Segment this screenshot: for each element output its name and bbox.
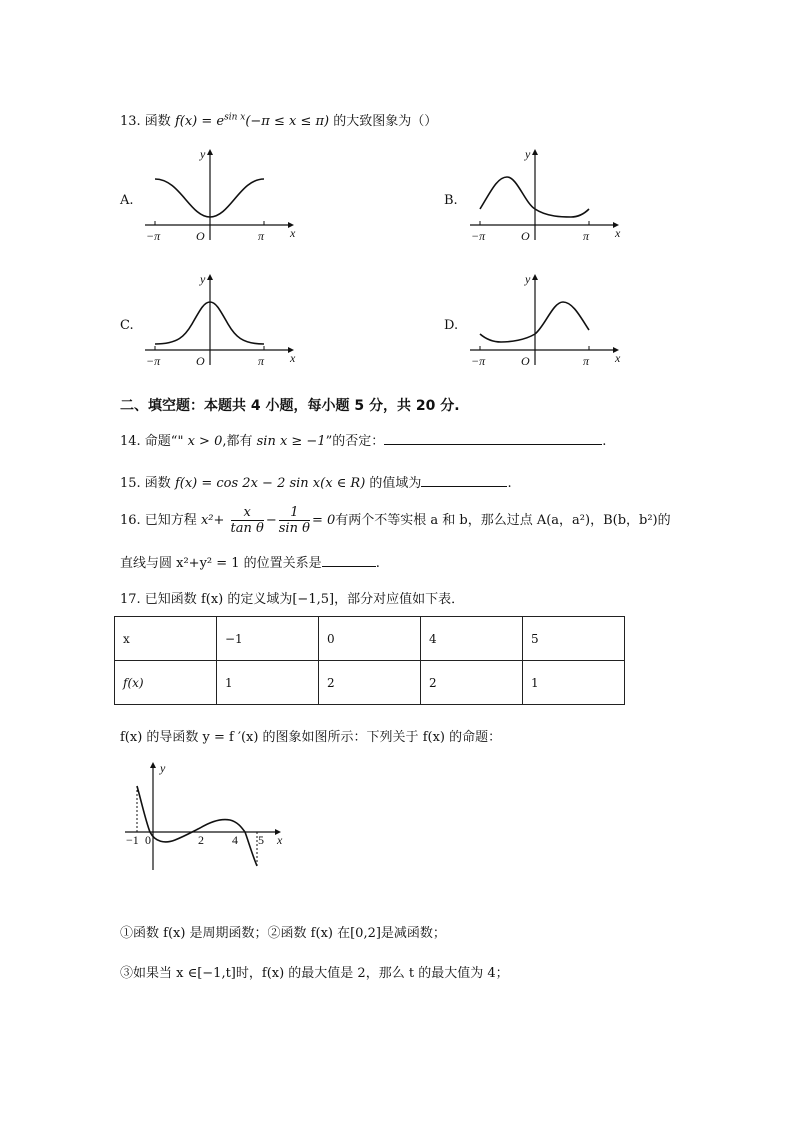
- pi-label: π: [583, 229, 590, 243]
- tick-label-two: 2: [198, 833, 204, 847]
- y-axis-arrow-icon: [532, 149, 538, 155]
- table-row-label: f(x): [115, 661, 217, 705]
- table-header-cell: x: [115, 617, 217, 661]
- x-label: x: [290, 226, 296, 240]
- table-cell: 2: [319, 661, 421, 705]
- origin-label: O: [521, 229, 530, 243]
- y-axis-arrow-icon: [532, 274, 538, 280]
- q15-stem: 15. 函数 f(x) = cos 2x − 2 sin x(x ∈ R) 的值域为 .: [120, 476, 512, 491]
- tick-label-five: 5: [258, 833, 264, 847]
- option-b-graph: [465, 145, 625, 245]
- answer-blank[interactable]: [322, 554, 376, 567]
- q16-line2: 直线与圆 x²+y² = 1 的位置关系是 .: [120, 556, 380, 571]
- y-label: y: [525, 272, 531, 286]
- table-header-cell: 5: [523, 617, 625, 661]
- origin-label: O: [521, 354, 530, 368]
- pi-label: π: [258, 229, 265, 243]
- neg-pi-label: −π: [471, 354, 486, 368]
- origin-label: O: [196, 229, 205, 243]
- y-label: y: [200, 272, 206, 286]
- neg-pi-label: −π: [471, 229, 486, 243]
- neg-pi-label: −π: [146, 354, 161, 368]
- x-label: x: [615, 351, 621, 365]
- q17-derivative-text: f(x) 的导函数 y = f ′(x) 的图象如图所示：下列关于 f(x) 的命题：: [120, 730, 502, 745]
- derivative-graph: [120, 760, 290, 875]
- tick-label-four: 4: [232, 833, 238, 847]
- neg-pi-label: −π: [146, 229, 161, 243]
- x-label: x: [277, 833, 283, 847]
- y-axis-arrow-icon: [207, 274, 213, 280]
- table-row: [115, 617, 625, 661]
- derivative-curve: [137, 786, 257, 866]
- option-d-graph: [465, 270, 625, 370]
- y-label: y: [525, 147, 531, 161]
- answer-blank[interactable]: [384, 432, 602, 445]
- x-label: x: [290, 351, 296, 365]
- x-label: x: [615, 226, 621, 240]
- option-a-label: A.: [120, 193, 134, 208]
- q17-stem: 17. 已知函数 f(x) 的定义域为[−1,5]，部分对应值如下表．: [120, 592, 465, 607]
- table-cell: 1: [217, 661, 319, 705]
- table-cell: 2: [421, 661, 523, 705]
- y-axis-arrow-icon: [150, 762, 156, 768]
- q17-propositions-1-2: ①函数 f(x) 是周期函数；②函数 f(x) 在[0,2]是减函数；: [120, 926, 446, 941]
- value-table: [114, 616, 625, 705]
- y-label: y: [200, 147, 206, 161]
- option-b-label: B.: [444, 193, 458, 208]
- option-c-label: C.: [120, 318, 134, 333]
- option-a-graph: [140, 145, 300, 245]
- section-heading: 二、填空题：本题共 4 小题，每小题 5 分，共 20 分.: [120, 398, 460, 414]
- y-label: y: [160, 761, 166, 775]
- q17-proposition-3: ③如果当 x ∈[−1,t]时，f(x) 的最大值是 2，那么 t 的最大值为 4；: [120, 966, 509, 981]
- table-header-cell: 0: [319, 617, 421, 661]
- q13-stem: 13. 函数 $f(x) = e^{sin x}(-\pi \le x \le \pi)$ 的大致图象为（）: [120, 112, 438, 129]
- table-header-cell: −1: [217, 617, 319, 661]
- tick-label-minus-one: −1: [126, 833, 139, 847]
- table-cell: 1: [523, 661, 625, 705]
- answer-blank[interactable]: [421, 474, 507, 487]
- fraction-x-tan: $\frac{x}{\text{tan θ}}$: [230, 505, 264, 536]
- option-d-label: D.: [444, 318, 459, 333]
- y-axis-arrow-icon: [207, 149, 213, 155]
- table-row: [115, 661, 625, 705]
- pi-label: π: [258, 354, 265, 368]
- q16-stem: 16. 已知方程 x²+ $\frac{x}{\text{tan θ}}$ − $\frac{1}{\text{sin θ}}$ = 0有两个不等实根 a 和 b，那么过点 A(a，a²)，B(b，b²)的: [120, 505, 671, 536]
- q14-stem: 14. 命题“" x > 0,都有 sin x ≥ −1”的否定： .: [120, 434, 607, 449]
- table-header-cell: 4: [421, 617, 523, 661]
- option-c-graph: [140, 270, 300, 370]
- origin-label: O: [196, 354, 205, 368]
- fraction-1-sin: $\frac{1}{\text{sin θ}}$: [278, 505, 310, 536]
- tick-label-zero: 0: [145, 833, 151, 847]
- pi-label: π: [583, 354, 590, 368]
